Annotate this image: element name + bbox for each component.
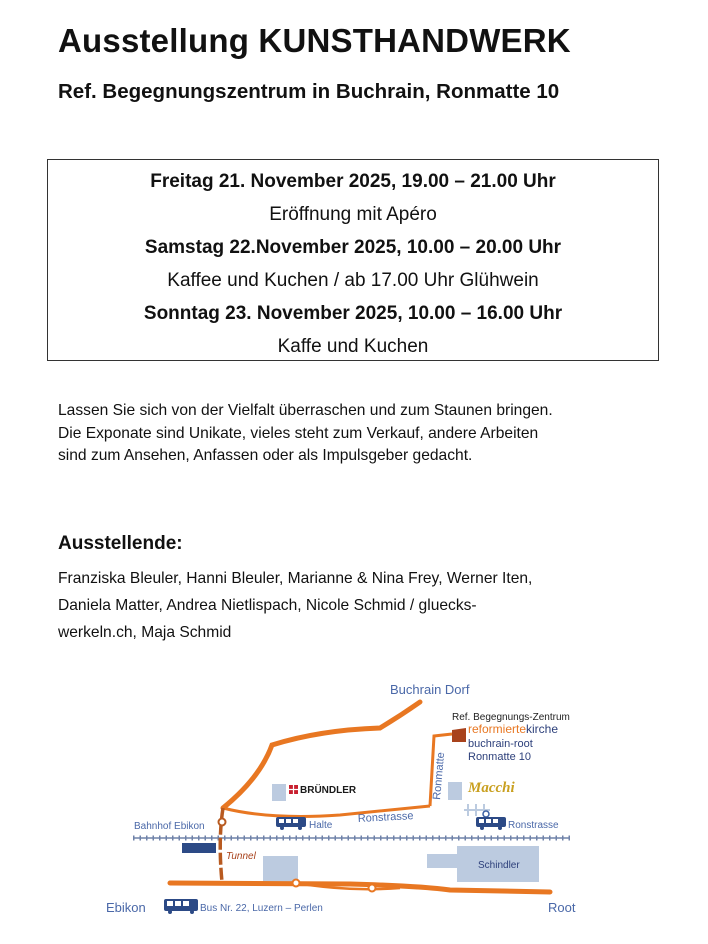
intro-line: Die Exponate sind Unikate, vieles steht zum Verkauf, andere Arbeiten (58, 424, 539, 442)
exhibitors-line: Franziska Bleuler, Hanni Bleuler, Marianne & Nina Frey, Werner Iten, (58, 570, 533, 587)
stop-marker (369, 885, 376, 892)
label-tunnel: Tunnel (226, 851, 256, 862)
intro-line: sind zum Ansehen, Anfassen oder als Impulsgeber gedacht. (58, 447, 473, 464)
exhibitors-line: Daniela Matter, Andrea Nietlispach, Nicole Schmid / gluecks- (58, 597, 477, 614)
schedule-sunday: Sonntag 23. November 2025, 10.00 – 16.00 Uhr (143, 303, 563, 324)
ebikon-station-block (182, 843, 216, 853)
label-ronmatte-10: Ronmatte 10 (468, 751, 531, 763)
building (263, 856, 298, 883)
label-bus-line: Bus Nr. 22, Luzern – Perlen (200, 903, 323, 914)
bus-icon (476, 817, 506, 830)
schedule-sunday-note: Kaffe und Kuchen (277, 336, 429, 357)
intro-line: Lassen Sie sich von der Vielfalt überraschen und zum Staunen bringen. (58, 402, 553, 419)
venue-subtitle: Ref. Begegnungszentrum in Buchrain, Ronmatte 10 (58, 80, 560, 103)
kirche-part-b: kirche (526, 722, 559, 736)
bruendler-logo-mark (289, 785, 298, 794)
exhibitors-list (58, 565, 658, 646)
road-main (170, 883, 550, 892)
label-root: Root (548, 900, 576, 915)
macchi-building (448, 782, 462, 800)
schedule-saturday-note: Kaffee und Kuchen / ab 17.00 Uhr Glühwein (167, 270, 539, 291)
schedule-friday-note: Eröffnung mit Apéro (269, 204, 437, 225)
schedule-saturday: Samstag 22.November 2025, 10.00 – 20.00 Uhr (144, 237, 562, 258)
building (427, 854, 457, 868)
label-ref-zentrum: Ref. Begegnungs-Zentrum (452, 712, 570, 723)
bus-icon (276, 817, 306, 830)
stop-marker (483, 811, 489, 817)
label-schindler: Schindler (478, 860, 520, 871)
schedule-box (47, 159, 659, 361)
label-ronmatte: Ronmatte (431, 751, 448, 801)
label-ebikon: Ebikon (106, 900, 146, 915)
location-map (100, 670, 600, 922)
intro-paragraph (58, 400, 658, 468)
label-buchrain-dorf: Buchrain Dorf (390, 682, 470, 697)
stop-marker (293, 880, 300, 887)
bus-icon (164, 899, 198, 914)
exhibitors-line: werkeln.ch, Maja Schmid (58, 624, 232, 641)
bruendler-building (272, 784, 286, 801)
stop-marker (219, 819, 226, 826)
label-macchi: Macchi (468, 780, 515, 796)
page-title: Ausstellung KUNSTHANDWERK (58, 22, 571, 59)
exhibitors-heading: Ausstellende: (58, 533, 183, 554)
label-ronstrasse-road: Ronstrasse (357, 810, 414, 825)
label-buchrain-root: buchrain-root (468, 738, 533, 750)
label-bahnhof-ebikon: Bahnhof Ebikon (134, 821, 205, 832)
label-reformierte-kirche (468, 722, 558, 736)
kirche-part-a: reformierte (468, 722, 527, 736)
label-ronstrasse-stop: Ronstrasse (508, 820, 559, 831)
label-bruendler: BRÜNDLER (300, 785, 357, 796)
church-marker (452, 728, 466, 742)
schedule-friday: Freitag 21. November 2025, 19.00 – 21.00 Uhr (150, 171, 556, 192)
label-halte: Halte (309, 820, 333, 831)
